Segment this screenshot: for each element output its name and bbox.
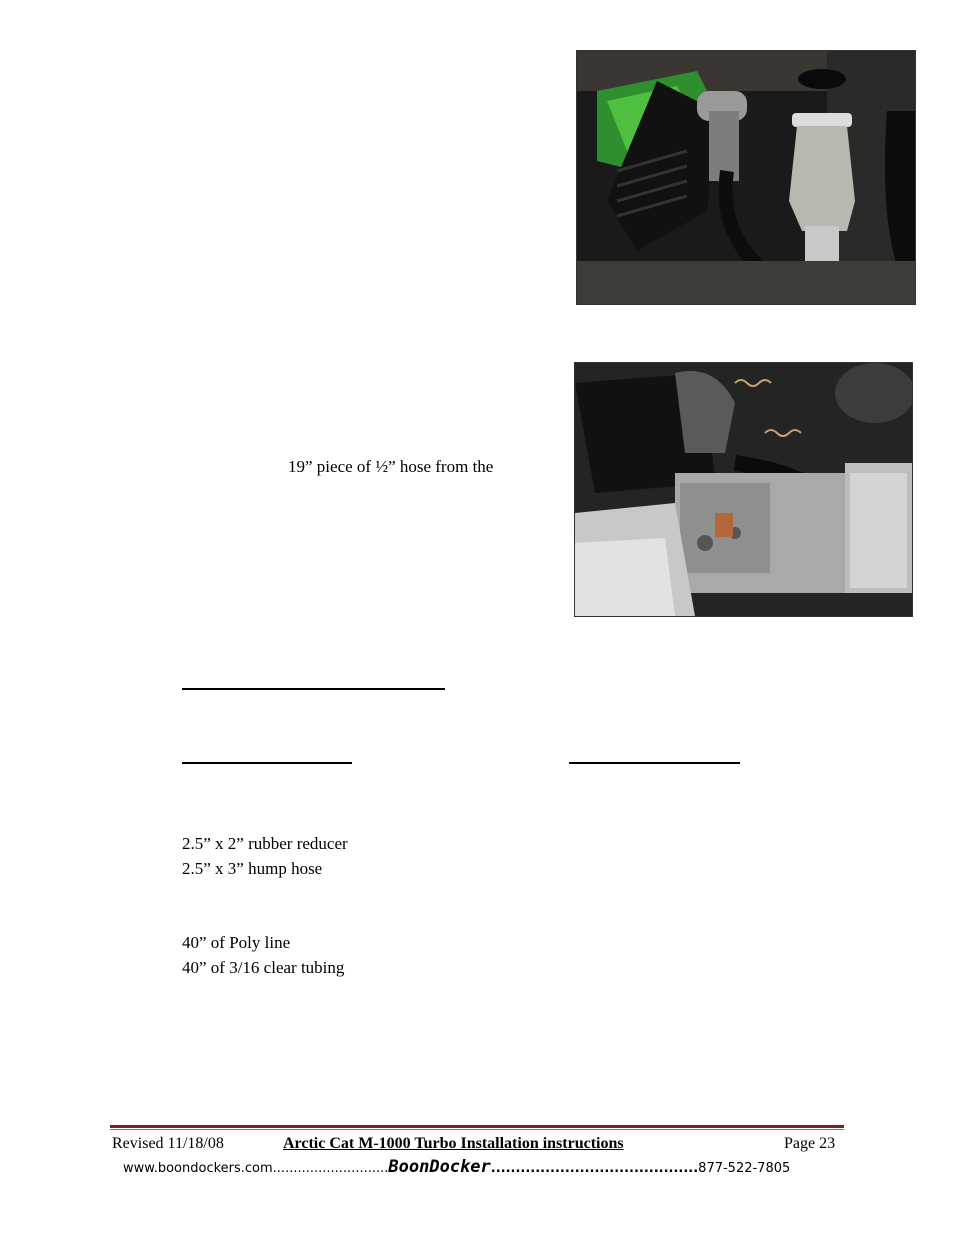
parts-list-item: 40” of Poly line [182, 933, 291, 952]
parts-list-item: 2.5” x 2” rubber reducer [182, 834, 348, 853]
footer-document-title: Arctic Cat M-1000 Turbo Installation instructions [283, 1135, 624, 1152]
hose-instruction-text: 19” piece of ½” hose from the [288, 457, 494, 476]
footer-dots: ............................ [272, 1161, 389, 1176]
footer-phone: 877-522-7805 [698, 1161, 791, 1176]
parts-list-item: 40” of 3/16 clear tubing [182, 958, 345, 977]
photo-coolant-reservoir [576, 50, 916, 305]
parts-list-item: 2.5” x 3” hump hose [182, 859, 323, 878]
footer-rule [110, 1125, 844, 1128]
photo-turbo-assembly [574, 362, 913, 617]
column-heading-underline-left [182, 762, 352, 764]
footer-rule-thin [110, 1129, 844, 1130]
column-heading-underline-right [569, 762, 740, 764]
footer-dots: .......................................... [490, 1161, 699, 1176]
footer-brand: BoonDocker [388, 1157, 491, 1177]
footer-website: www.boondockers.com [123, 1161, 273, 1176]
footer-revised-date: Revised 11/18/08 [112, 1135, 224, 1152]
section-heading-underline [182, 688, 445, 690]
footer-page-number: Page 23 [784, 1135, 836, 1152]
footer-contact-line [123, 1157, 790, 1177]
